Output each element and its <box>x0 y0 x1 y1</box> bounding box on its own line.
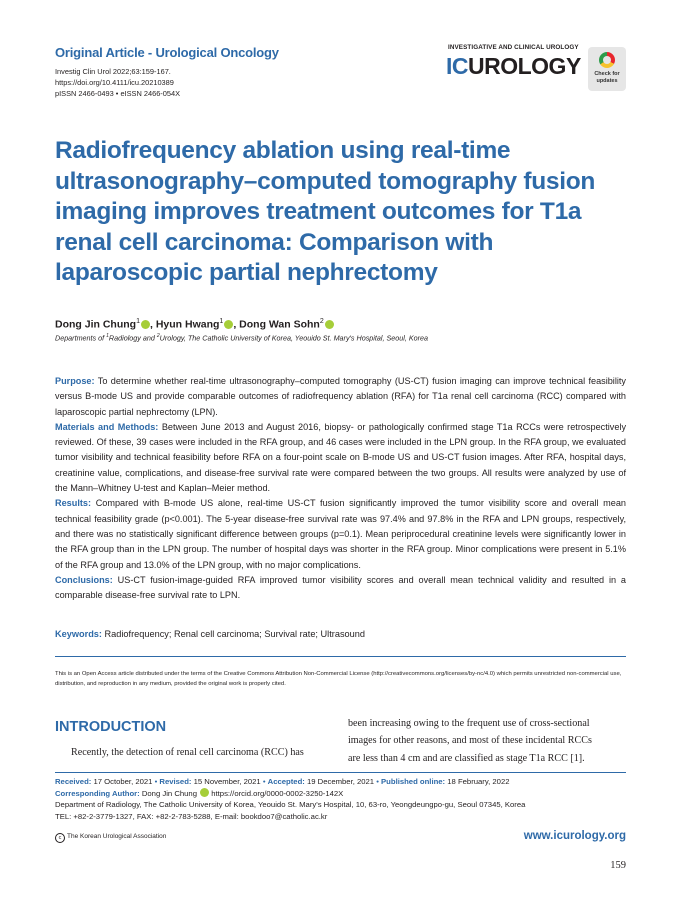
author-name: Hyun Hwang <box>155 318 220 331</box>
intro-line: been increasing owing to the frequent use of cross-sectional <box>348 718 590 729</box>
orcid-link[interactable]: https://orcid.org/0000-0002-3250-142X <box>209 788 344 798</box>
bullet: • <box>152 777 160 786</box>
published-date: 18 February, 2022 <box>445 777 510 786</box>
orcid-icon[interactable] <box>224 320 233 329</box>
corr-contact: TEL: +82-2-3779-1327, FAX: +82-2-783-5288, E-mail: bookdoo7@catholic.ac.kr <box>55 811 328 821</box>
abstract <box>55 374 626 603</box>
abstract-label: Purpose: <box>55 376 95 386</box>
abstract-label: Conclusions: <box>55 574 113 585</box>
copyright <box>55 833 166 843</box>
abstract-conclusions <box>55 573 626 604</box>
journal-logo-ic: IC <box>446 53 468 79</box>
divider <box>55 656 626 657</box>
check-updates-line1: Check for <box>594 71 620 77</box>
author-separator: , <box>233 318 240 331</box>
abstract-methods <box>55 420 626 496</box>
author-list <box>55 318 334 331</box>
journal-name-small: INVESTIGATIVE AND CLINICAL UROLOGY <box>448 44 579 51</box>
author-name: Dong Jin Chung <box>55 318 137 331</box>
citation-block <box>55 66 180 99</box>
bullet: • <box>374 777 382 786</box>
accepted-date: 19 December, 2021 <box>304 777 375 786</box>
journal-website-link[interactable]: www.icurology.org <box>523 830 626 842</box>
received-label: Received: <box>55 777 92 786</box>
corr-label: Corresponding Author: <box>55 788 140 798</box>
published-label: Published online: <box>381 777 446 786</box>
intro-text-left: Recently, the detection of renal cell carcinoma (RCC) has <box>71 747 304 758</box>
author-affil-sup: 1 <box>219 318 224 325</box>
doi-link[interactable]: https://doi.org/10.4111/icu.20210389 <box>55 78 174 87</box>
intro-line: are less than 4 cm and are classified as stage T1a RCC [1]. <box>348 752 585 764</box>
abstract-text: Compared with B-mode US alone, real-time US-CT fusion significantly improved the tumor visibility score and overall mean technical feasibility grade (p<0.001). The 5-year disease-free survival rate was 97.4% and 97.8% in the RFA and LPN groups, respectively, and there was no statistically significant difference between groups (p=0.1). Mean periprocedural creatinine levels were significantly lower in the RFA group than in the LPN group. The number of hospital days was shorter in the RFA group. Minor complications were present in 5.1% of the RFA group and 13.0% of the LPN group, with no major complications. <box>55 498 626 570</box>
divider <box>55 772 626 773</box>
affil-text: Departments of <box>55 333 107 343</box>
orcid-icon[interactable] <box>325 320 334 329</box>
check-updates-icon-center <box>603 56 611 64</box>
keywords-label: Keywords: <box>55 629 102 639</box>
orcid-icon[interactable] <box>200 788 209 797</box>
abstract-label: Materials and Methods: <box>55 421 159 432</box>
orcid-icon[interactable] <box>141 320 150 329</box>
affiliations <box>55 333 428 342</box>
abstract-text: US-CT fusion-image-guided RFA improved tumor visibility scores and overall mean technical validity and resulted in a comparable disease-free survival rate to LPN. <box>55 574 626 601</box>
intro-text-right <box>348 715 626 767</box>
corr-address: Department of Radiology, The Catholic University of Korea, Yeouido St. Mary's Hospital, 10, 63-ro, Yeongdeungpo-gu, Seoul 07345, Korea <box>55 800 526 810</box>
revised-label: Revised: <box>159 777 192 786</box>
journal-logo-rest: UROLOGY <box>468 53 581 79</box>
accepted-label: Accepted: <box>267 777 305 786</box>
copyright-text: The Korean Urological Association <box>67 833 167 840</box>
section-heading: INTRODUCTION <box>55 719 167 735</box>
article-history <box>55 776 525 822</box>
abstract-label: Results: <box>55 498 92 509</box>
article-title: Radiofrequency ablation using real-time ultrasonography–computed tomography fusion imaging improves treatment outcomes for T1a renal cell carcinoma: Comparison with laparoscopic partial nephrectomy <box>55 137 596 287</box>
revised-date: 15 November, 2021 <box>191 777 261 786</box>
corresponding-author <box>55 788 525 800</box>
abstract-text: Between June 2013 and August 2016, biopsy- or pathologically confirmed stage T1a RCCs were retrospectively reviewed. Of these, 39 cases were included in the RFA group, and 46 cases were included in the LPN group. In the RFA group, we evaluated tumor visibility and technical feasibility before RFA on a four-point scale on B-mode US and US-CT fusion images. After RFA, hospital days, creatinine value, complications, and disease-free survival rate were compared between the two groups. All results were analyzed by use of the Mann–Whitney U-test and Kaplan–Meier method. <box>55 421 627 494</box>
check-updates-label <box>588 71 626 84</box>
citation-line: Investig Clin Urol 2022;63:159-167. <box>55 67 171 76</box>
author-separator: , <box>149 318 156 331</box>
article-type: Original Article - Urological Oncology <box>55 45 279 60</box>
affil-text: Urology, The Catholic University of Korea, Yeouido St. Mary's Hospital, Seoul, Korea <box>159 333 429 343</box>
abstract-results <box>55 496 626 572</box>
affil-sup: 2 <box>156 333 160 339</box>
affil-text: Radiology and <box>108 333 157 343</box>
corr-name: Dong Jin Chung <box>139 788 200 798</box>
license-notice: This is an Open Access article distributed under the terms of the Creative Commons Attribution Non-Commercial License (http://creativecommons.org/licenses/by-nc/4.0) which permits unrestricted non-commercial use, distribution, and reproduction in any medium, provided the original work is properly cited. <box>55 671 622 687</box>
author-affil-sup: 1 <box>136 318 140 325</box>
author-name: Dong Wan Sohn <box>239 318 320 331</box>
abstract-text: To determine whether real-time ultrasonography–computed tomography (US-CT) fusion imaging can improve technical feasibility versus B-mode US and provide comparable outcomes of radiofrequency ablation (RFA) for T1a renal cell carcinoma (RCC) compared with laparoscopic partial nephrectomy (LPN). <box>55 376 626 417</box>
keywords <box>55 629 365 639</box>
dates-line <box>55 776 525 788</box>
page-number: 159 <box>610 860 626 871</box>
copyright-icon: c <box>55 833 65 843</box>
affil-sup: 1 <box>106 333 109 339</box>
bullet: • <box>260 777 268 786</box>
author-affil-sup: 2 <box>319 318 324 325</box>
keywords-text: Radiofrequency; Renal cell carcinoma; Survival rate; Ultrasound <box>101 629 365 639</box>
intro-line: images for other reasons, and most of these incidental RCCs <box>348 735 592 747</box>
check-updates-line2: updates <box>596 77 618 84</box>
issn-line: pISSN 2466-0493 • eISSN 2466-054X <box>55 89 181 98</box>
received-date: 17 October, 2021 <box>91 777 153 786</box>
journal-logo <box>446 53 581 80</box>
abstract-purpose <box>55 374 626 420</box>
